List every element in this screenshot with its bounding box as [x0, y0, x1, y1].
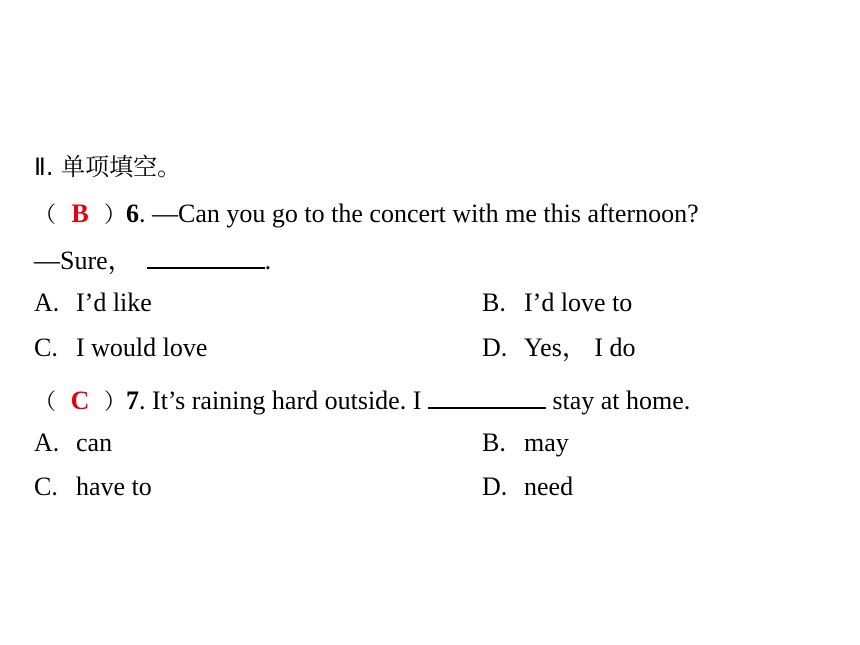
option-d: [482, 333, 636, 363]
question-number-6: 6: [126, 199, 140, 228]
question-6-stem: [34, 199, 699, 231]
option-text: Yes， I do: [524, 333, 636, 362]
option-text: have to: [76, 472, 152, 501]
close-paren: ）: [104, 390, 127, 415]
option-label: C.: [34, 472, 58, 501]
option-text: I would love: [76, 333, 208, 362]
option-a: [34, 288, 152, 318]
question-6-text: . —Can you go to the concert with me this afternoon?: [139, 199, 699, 228]
option-label: B.: [482, 288, 506, 317]
close-paren: ）: [104, 203, 127, 228]
question-6-line2: [34, 243, 271, 276]
question-number-7: 7: [126, 386, 140, 415]
question-7-stem: [34, 383, 690, 418]
option-label: A.: [34, 428, 60, 457]
answer-q7: C: [70, 386, 90, 415]
option-d: [482, 472, 573, 502]
option-b: [482, 288, 632, 318]
answer-q6: B: [71, 199, 89, 228]
option-c: [34, 472, 152, 502]
question-7-text: . It’s raining hard outside. I: [139, 386, 428, 415]
option-label: A.: [34, 288, 60, 317]
option-b: [482, 428, 569, 458]
answer-blank: [147, 243, 265, 269]
option-a: [34, 428, 112, 458]
question-6-period: .: [264, 246, 272, 275]
question-7-text-end: stay at home.: [545, 386, 691, 415]
open-paren: （: [34, 203, 57, 228]
section-heading: Ⅱ. 单项填空。: [34, 153, 182, 181]
option-text: I’d like: [76, 288, 152, 317]
answer-blank: [428, 383, 546, 409]
option-label: B.: [482, 428, 506, 457]
option-label: D.: [482, 333, 508, 362]
option-text: need: [524, 472, 574, 501]
question-6-reply: —Sure，: [34, 246, 134, 275]
open-paren: （: [34, 390, 57, 415]
option-label: C.: [34, 333, 58, 362]
option-text: may: [524, 428, 569, 457]
option-c: [34, 333, 207, 363]
option-text: can: [76, 428, 113, 457]
option-text: I’d love to: [524, 288, 633, 317]
option-label: D.: [482, 472, 508, 501]
